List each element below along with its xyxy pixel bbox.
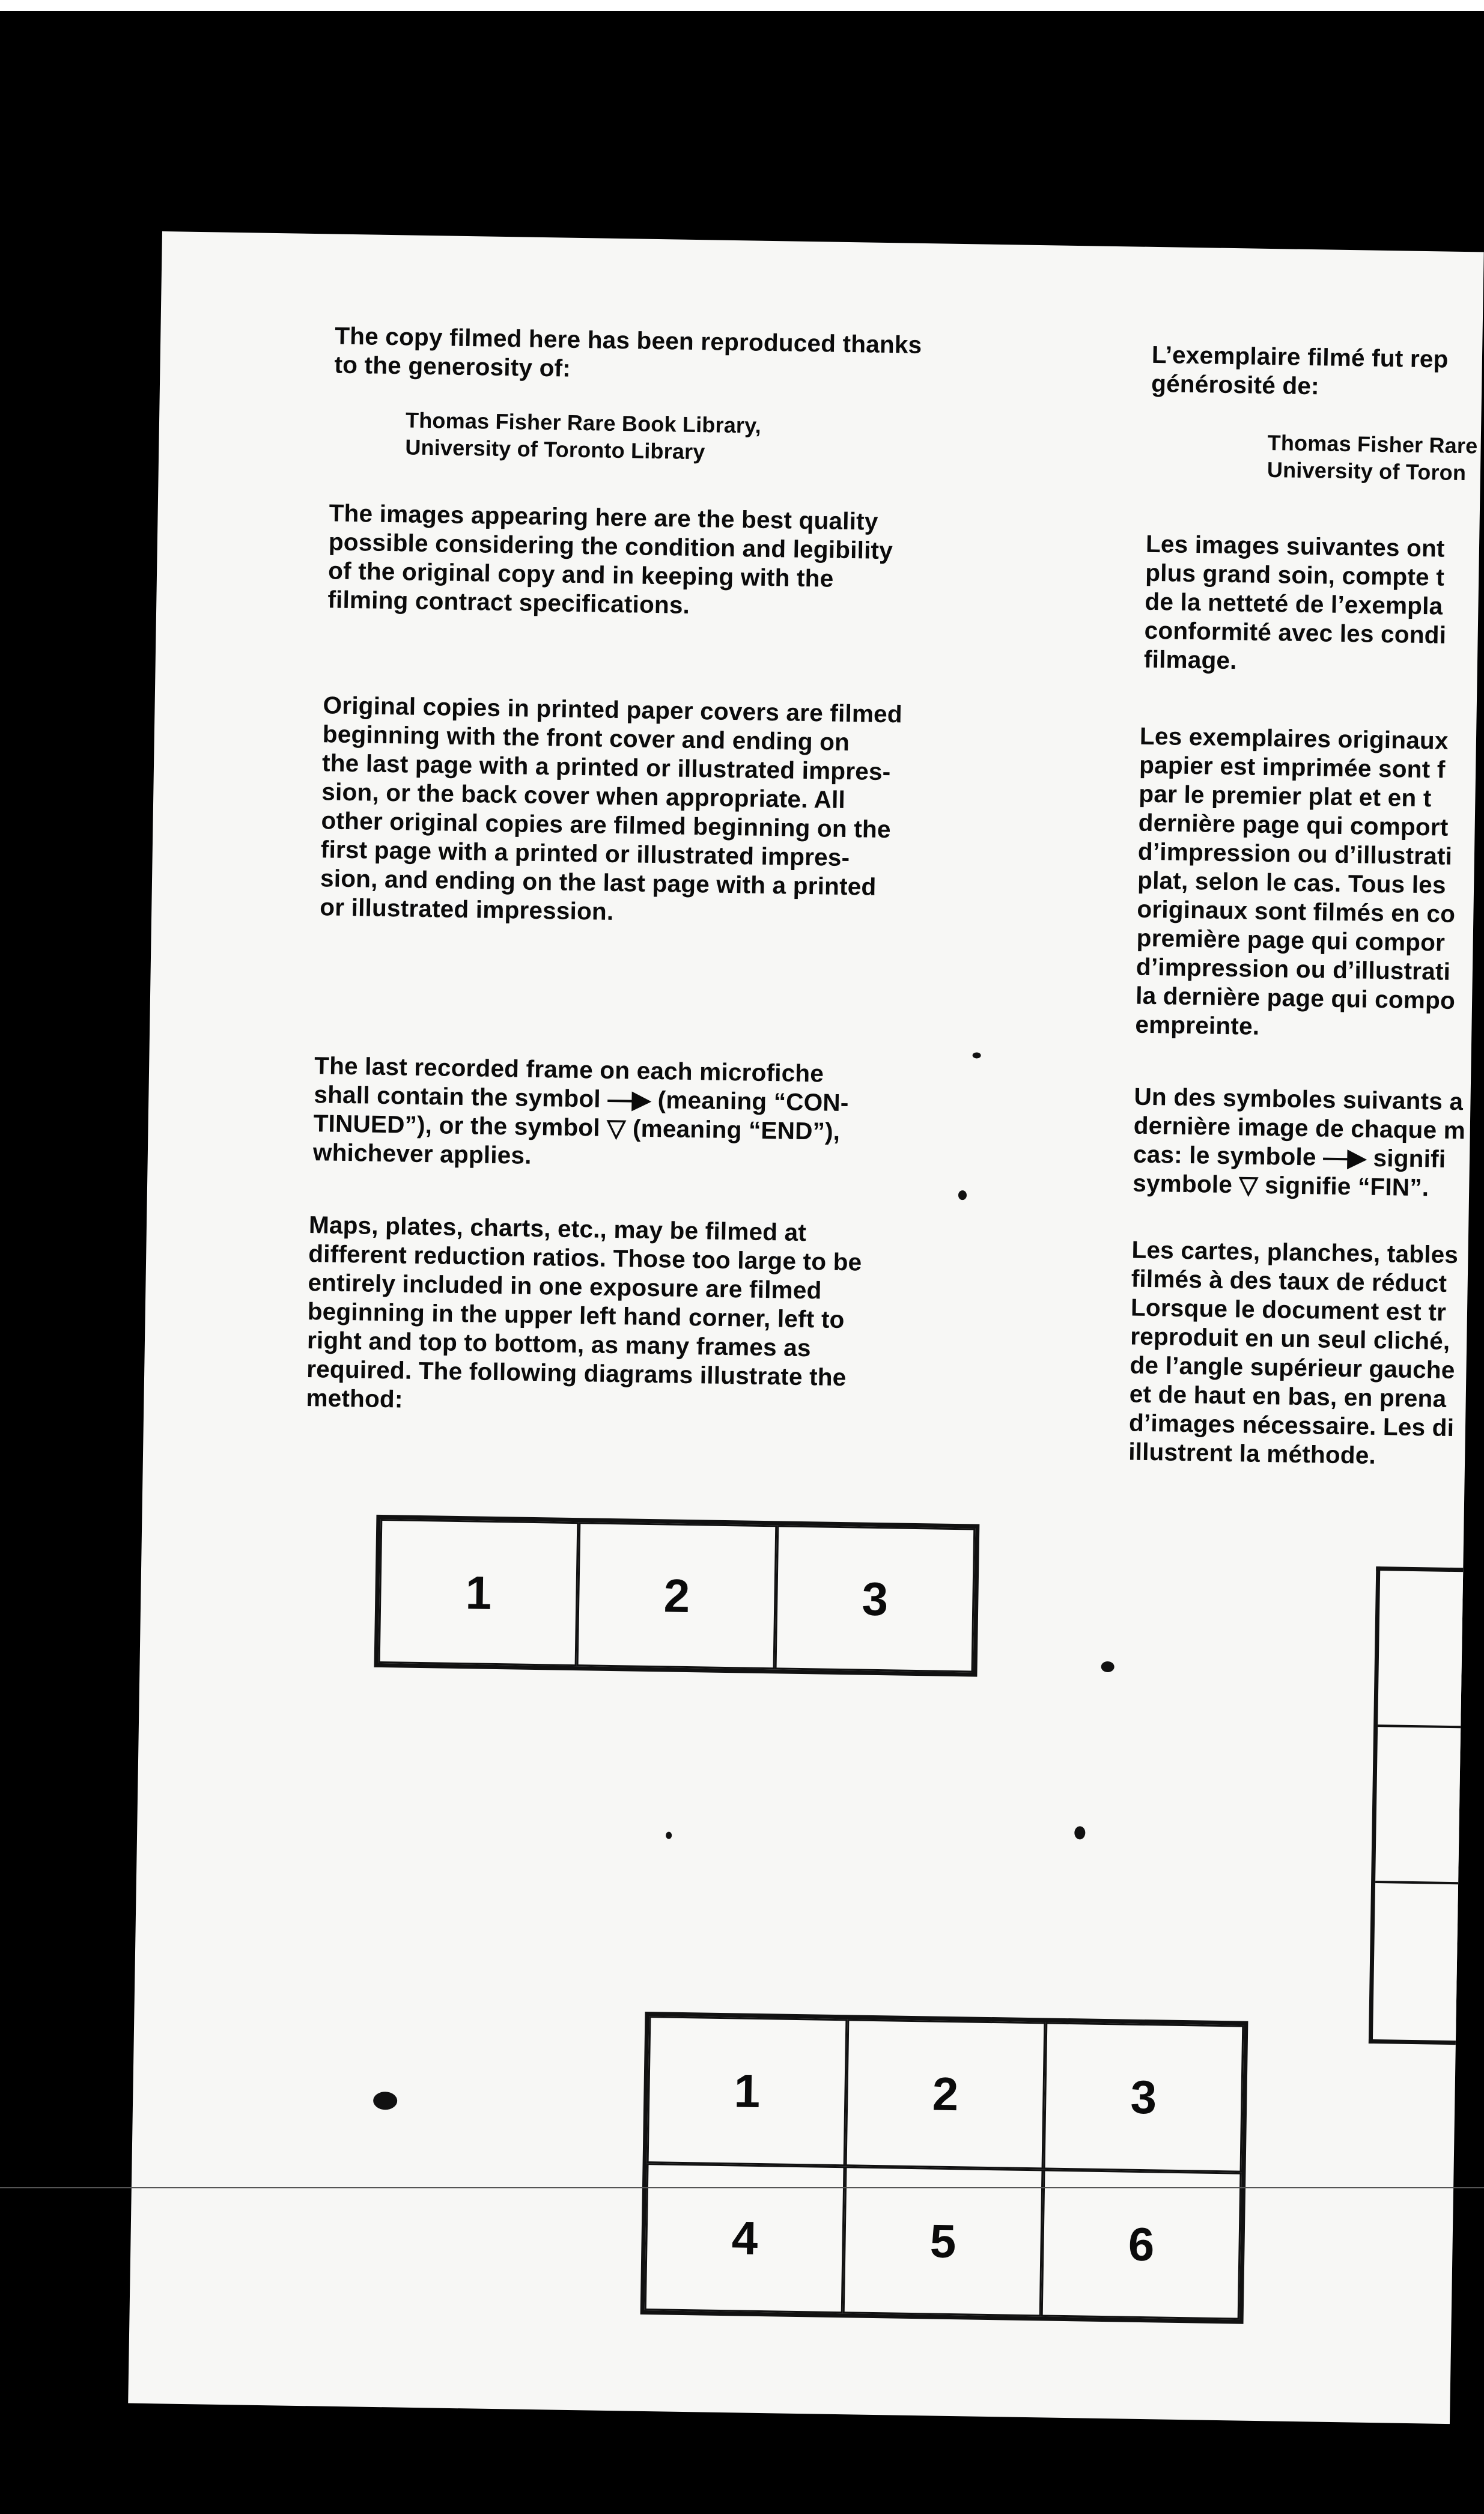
frame-cell: 4 (645, 2163, 845, 2313)
scan-line (0, 2187, 1484, 2188)
originals-paragraph: Original copies in printed paper covers are filmed beginning with the front cover and ending on the last page with a printed or illustrated impres- sion, or the back cover when appropriate. All other original copies are filmed beginning on the first page with a printed or illustrated impres- sion, and ending on the last page with a printed or illustrated impression. (320, 691, 903, 925)
frame-diagram-fr (1369, 1566, 1484, 2046)
quality-paragraph-fr: Les images suivantes ont plus grand soin, compte t de la netteté de l’exempla conformité avec les condi filmage. (1143, 529, 1447, 675)
frame-row (1373, 1883, 1484, 2042)
dust-speck (1074, 1826, 1085, 1839)
dust-speck (666, 1831, 672, 1839)
dust-speck (958, 1190, 967, 1200)
frame-row (1378, 1571, 1484, 1729)
originals-paragraph-fr: Les exemplaires originaux papier est imprimée sont f par le premier plat et en t dernière page qui comport d’impression ou d’illustrati plat, selon le cas. Tous les originaux sont filmés en co première page qui compor d’impression ou d’illustrati la dernière page qui compo empreinte. (1135, 722, 1456, 1040)
frame-row (1375, 1727, 1484, 1886)
maps-paragraph-fr: Les cartes, planches, tables filmés à des taux de réduct Lorsque le document est tr reproduit en un seul cliché, de l’angle supérieur gauche et de haut en bas, en prena d’images nécessaire. Les di illustrent la méthode. (1128, 1235, 1459, 1469)
quality-paragraph: The images appearing here are the best quality possible considering the condition and legibility of the original copy and in keeping with the filming contract specifications. (327, 499, 893, 619)
symbols-paragraph: The last recorded frame on each microfiche shall contain the symbol —▶ (meaning “CON- TINUED”), or the symbol ▽ (meaning “END”), whichever applies. (312, 1052, 849, 1169)
scanned-page (128, 231, 1484, 2424)
frame-cell: 6 (1041, 2169, 1242, 2319)
library-name-fr: Thomas Fisher Rare University of Toron (1267, 430, 1478, 485)
film-edge-strip (0, 0, 1484, 11)
frame-diagram-row (374, 1515, 980, 1677)
frame-cell: 1 (379, 1519, 579, 1666)
frame-cell: 3 (1044, 2022, 1244, 2172)
frame-cell: 5 (843, 2166, 1044, 2316)
thanks-text: The copy filmed here has been reproduced thanks to the generosity of: (334, 321, 922, 382)
dust-speck (373, 2092, 397, 2110)
thanks-text-fr: L’exemplaire filmé fut rep générosité de: (1151, 340, 1449, 400)
symbols-paragraph-fr: Un des symboles suivants a dernière image de chaque m cas: le symbole —▶ signifi symbole ▽ signifie “FIN”. (1132, 1082, 1466, 1202)
maps-paragraph: Maps, plates, charts, etc., may be filmed at different reduction ratios. Those too large to be entirely included in one exposure are filmed beginning in the upper left hand corner, left to right and top to bottom, as many frames as required. The following diagrams illustrate the method: (306, 1211, 862, 1413)
frame-cell: 3 (775, 1525, 976, 1672)
frame-diagram-grid (640, 2012, 1248, 2324)
frame-cell: 2 (845, 2019, 1046, 2169)
dust-speck (973, 1052, 981, 1058)
library-name: Thomas Fisher Rare Book Library, University of Toronto Library (405, 407, 762, 464)
frame-cell: 1 (647, 2016, 848, 2166)
dust-speck (1101, 1661, 1115, 1672)
frame-cell: 2 (577, 1522, 777, 1669)
